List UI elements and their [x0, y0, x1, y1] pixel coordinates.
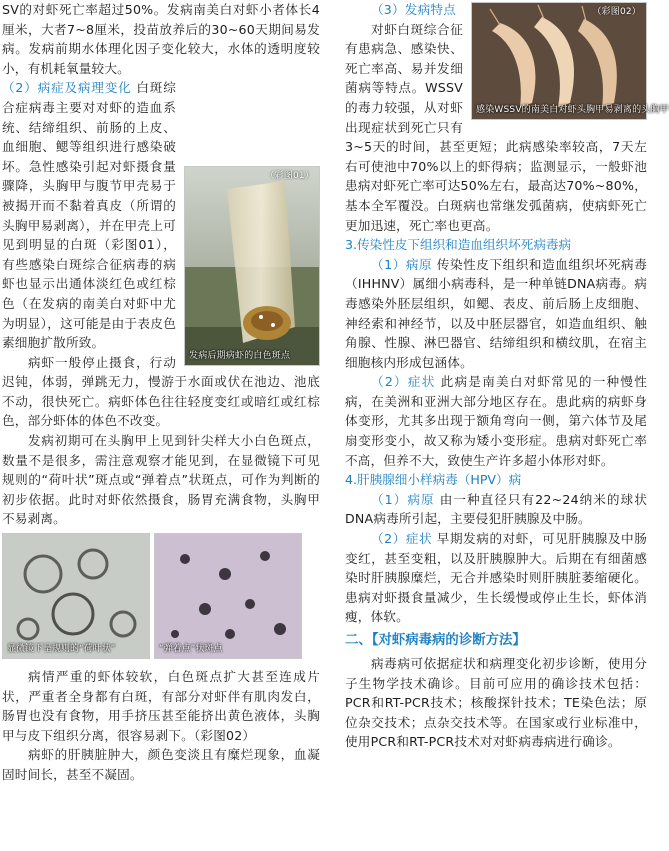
right-figure-02-tag: （彩图02）	[592, 7, 641, 17]
right-section-3	[345, 0, 669, 235]
left-paragraph-4: 发病初期可在头胸甲上见到针尖样大小白色斑点，数量不是很多，需注意观察才能见到，在显微镜下可见规则的“荷叶状”斑点或“弹着点”状斑点，可作为判断的初步依据。此时对虾依然摄食，肠胃充满食物，头胸甲不易剥离。	[2, 433, 320, 527]
left-flow	[2, 0, 320, 851]
heading-hpv: 4.肝胰腺细小样病毒（HPV）病	[345, 472, 522, 488]
right-flow	[345, 0, 669, 851]
left-paragraph-3: 病虾一般停止摄食，行动迟钝，体弱，弹跳无力，慢游于水面或伏在池边、池底不动，很快死亡。病虾体色往往轻度变红或暗红或红棕色，部分虾体的体色不改变。	[2, 354, 320, 429]
heading-ihhnv: 3.传染性皮下组织和造血组织坏死病毒病	[345, 237, 572, 253]
hpv-symptom-label: （2）症状	[371, 531, 433, 547]
left-figure-01	[184, 166, 320, 366]
right-section-3-body: 对虾白斑综合征有患病急、感染快、死亡率高、易并发细菌病等特点。WSSV的毒力较强，从对虾出现症状到死亡只有3~5天的时间，甚至更短；此病感染率较高，7天左右可使池中70%以上的虾得病；监测显示，一般虾池患病对虾死亡率可达50%左右，最高达70%~80%，基本全军覆没。白斑病也常继发弧菌病，使病虾死亡更加迅速，死亡率也更高。	[345, 21, 647, 233]
left-section-2-label: （2）病症及病理变化	[2, 80, 132, 96]
right-section-3-label: （3）发病特点	[371, 2, 456, 17]
left-paragraph-5: 病情严重的虾体较软，白色斑点扩大甚至连成片状，严重者全身都有白斑，有部分对虾伴有肌肉发白，肠胃也没有食物，用手挤压甚至能挤出黄色液体，头胸甲与皮下组织分离，很容易剥下。（彩图02）	[2, 669, 320, 743]
left-figure-01-caption: 发病后期病虾的白色斑点	[189, 351, 291, 362]
left-paragraph-1: SV的对虾死亡率超过50%。发病南美白对虾小者体长4厘米，大者7~8厘米，投苗放养后的30~60天期间易发病。发病前期水体理化因子变化较大，水体的透明度较小，有机耗氧量较大。	[2, 2, 320, 76]
ihhnv-symptom	[345, 372, 647, 470]
micro-photo-1	[2, 533, 150, 659]
right-figure-02	[471, 2, 669, 120]
hpv-pathogen-label: （1）病原	[371, 491, 435, 507]
left-paragraph-6: 病虾的肝胰脏肿大，颜色变淡且有糜烂现象，血凝固时间长，甚至不凝固。	[2, 747, 320, 782]
diagnosis-paragraph: 病毒病可依据症状和病理变化初步诊断，使用分子生物学技术确诊。目前可应用的确诊技术包括：PCR和RT-PCR技术；核酸探针技术；TE染色法；原位杂交技术；点杂交技术等。在国家或行业标准中，使用PCR和RT-PCR技术对对虾病毒病进行确诊。	[345, 656, 647, 750]
left-figure-01-tag: （彩图01）	[265, 171, 314, 182]
heading-diagnosis: 二、【对虾病毒病的诊断方法】	[345, 633, 526, 648]
impact-spot-micrograph	[155, 534, 301, 658]
left-section-2-body: 白斑综合症病毒主要对对虾的造血系统、结缔组织、前肠的上皮、血细胞、鳃等组织进行感染破坏。急性感染引起对虾摄食量骤降，头胸甲与腹节甲壳易于被揭开而不黏着真皮（所谓的头胸甲易剥离），并在甲壳上可见到明显的白斑（彩图01），有些感染白斑综合征病毒的病虾也显示出通体淡红色或红棕色（在发病的南美白对虾中尤为明显），这可能是由于表皮色素细胞扩散所致。	[2, 80, 176, 351]
shrimp-in-bag-icon	[185, 167, 319, 365]
left-paragraph-2	[2, 78, 320, 362]
ihhnv-symptom-body: 此病是南美白对虾常见的一种慢性病，在美洲和亚洲大部分地区存在。患此病的病虾身体变形，尤其多出现于额角弯向一侧，第六体节及尾扇变形变小，故又称为矮小变形症。患病对虾死亡率不高，但养不大，致使生产许多超小体形对虾。	[345, 374, 647, 468]
right-figure-02-caption: 感染WSSV的南美白对虾头胸甲易剥离的头胸甲	[476, 105, 669, 115]
hpv-pathogen-body: 由一种直径只有22~24纳米的球状DNA病毒所引起，主要侵犯肝胰腺及中肠。	[345, 491, 647, 527]
micro-photo-1-caption: 显微镜下呈规则的“荷叶状”	[7, 644, 116, 655]
ihhnv-pathogen	[345, 255, 647, 373]
ihhnv-pathogen-body: 传染性皮下组织和造血组织坏死病毒（IHHNV）属细小病毒科，是一种单链DNA病毒。病毒感染外胚层组织，如鳃、表皮、前后肠上皮细胞、神经索和神经节，以及中胚层器官，如造血组织、触角腺、性腺、淋巴器官、结缔组织和横纹肌，在宿主细胞核内形成包涵体。	[345, 256, 648, 370]
leaf-spot-micrograph	[3, 534, 149, 658]
micro-photo-2	[154, 533, 302, 659]
ihhnv-pathogen-label: （1）病原	[371, 256, 433, 272]
micro-figures	[2, 533, 320, 663]
hpv-pathogen	[345, 490, 647, 529]
micro-photo-2-caption: “弹着点”状斑点	[159, 644, 223, 655]
hpv-symptom-body: 早期发病的对虾，可见肝胰腺及中肠变红，甚至变粗，以及肝胰腺肿大。后期在有细菌感染时肝胰腺糜烂，无合并感染时则肝胰脏萎缩硬化。患病对虾摄食量减少，生长缓慢或停止生长，虾体消瘦，体软。	[345, 531, 648, 625]
ihhnv-symptom-label: （2）症状	[371, 374, 436, 390]
shrimp-group-icon	[472, 3, 669, 119]
hpv-symptom	[345, 529, 647, 627]
